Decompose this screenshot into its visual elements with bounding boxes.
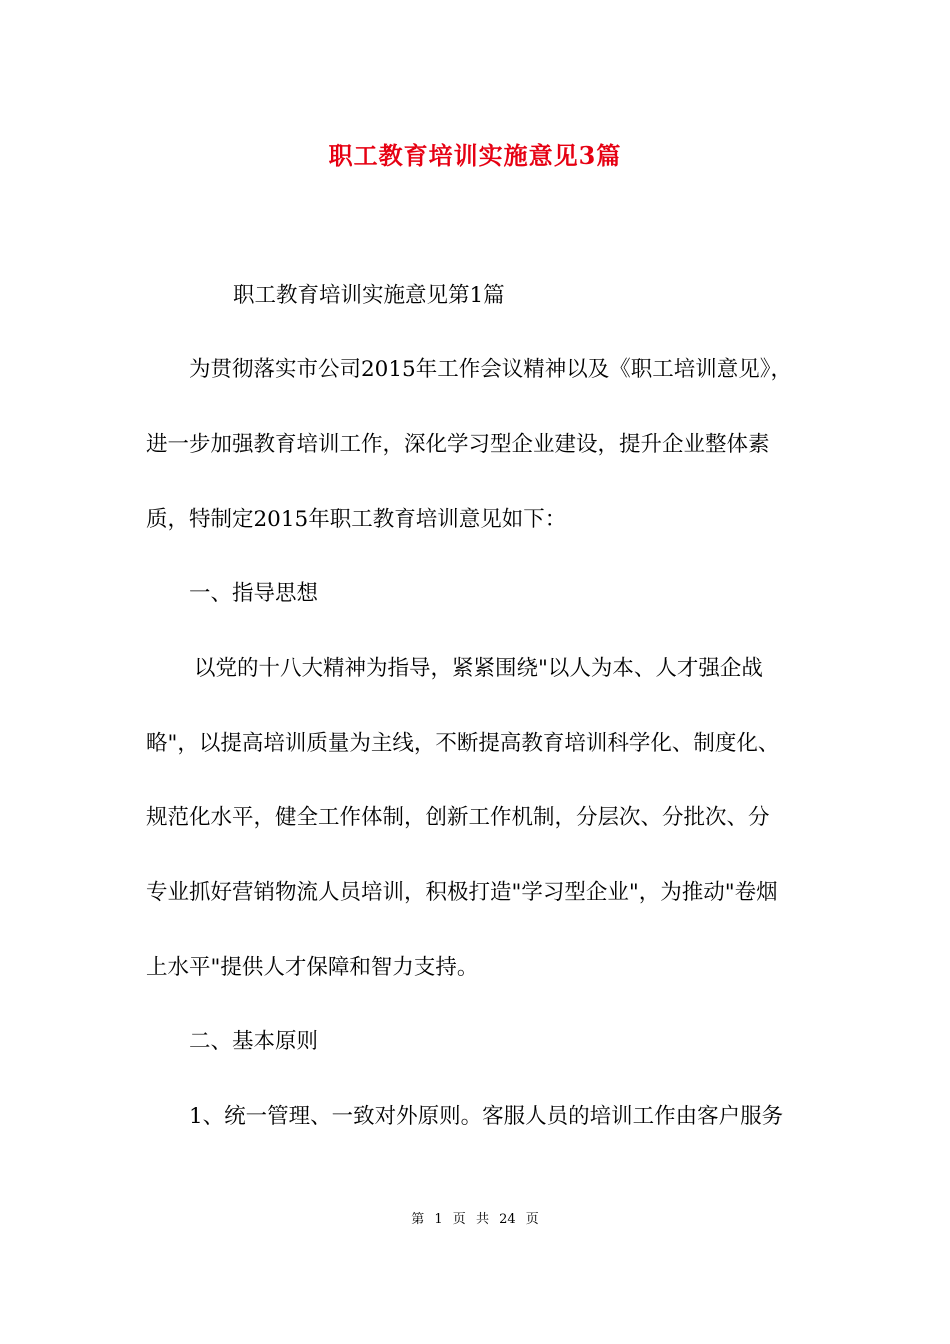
paragraph-line: 1、统一管理、一致对外原则。客服人员的培训工作由客户服务 xyxy=(189,1104,784,1129)
paragraph-line: 质，特制定2015年职工教育培训意见如下： xyxy=(146,507,567,532)
paragraph-line: 进一步加强教育培训工作，深化学习型企业建设，提升企业整体素 xyxy=(146,432,770,457)
footer-total-label: 共 xyxy=(475,1212,489,1227)
heading-guiding-thought: 一、指导思想 xyxy=(189,581,319,606)
paragraph-line: 以党的十八大精神为指导，紧紧围绕"以人为本、人才强企战 xyxy=(194,656,763,681)
footer-page-label: 页 xyxy=(452,1212,466,1227)
footer-suffix: 页 xyxy=(525,1212,539,1227)
paragraph-line: 略"，以提高培训质量为主线，不断提高教育培训科学化、制度化、 xyxy=(146,731,780,756)
paragraph-line: 为贯彻落实市公司2015年工作会议精神以及《职工培训意见》， xyxy=(189,357,792,382)
footer-prefix: 第 xyxy=(411,1212,425,1227)
paragraph-line: 规范化水平，健全工作体制，创新工作机制，分层次、分批次、分 xyxy=(146,805,770,830)
current-page-number: 1 xyxy=(434,1212,443,1227)
document-title: 职工教育培训实施意见3篇 xyxy=(328,141,622,170)
paragraph-line: 上水平"提供人才保障和智力支持。 xyxy=(146,955,479,980)
page-footer xyxy=(0,1208,950,1227)
total-pages-number: 24 xyxy=(499,1212,516,1227)
subtitle-section-1: 职工教育培训实施意见第1篇 xyxy=(233,283,505,308)
paragraph-line: 专业抓好营销物流人员培训，积极打造"学习型企业"，为推动"卷烟 xyxy=(146,880,778,905)
heading-basic-principles: 二、基本原则 xyxy=(189,1029,319,1054)
